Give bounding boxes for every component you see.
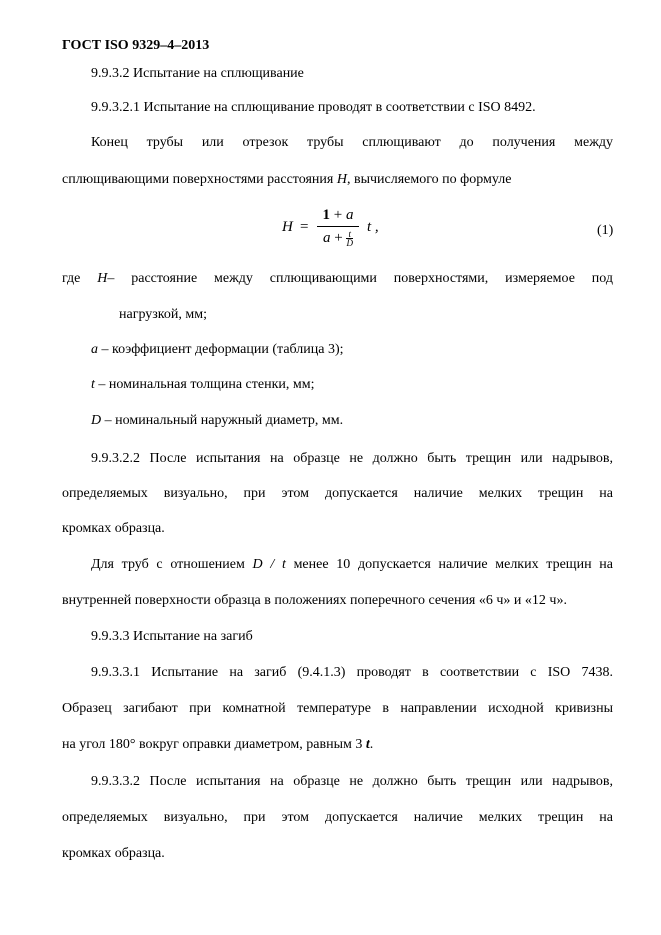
where-H-line2: нагрузкой, мм; (119, 307, 207, 322)
paragraph-after-flattening-line3: кромках образца. (62, 521, 165, 536)
paragraph-after-flattening-line2: определяемых визуально, при этом допускается наличие мелких трещин на (62, 486, 613, 501)
paragraph-after-flattening-line1: 9.9.3.2.2 После испытания на образце не должно быть трещин или надрывов, (91, 451, 613, 466)
variable-H: H (336, 172, 347, 187)
formula-denominator: $a + \frac{t}{D}$ (323, 229, 353, 249)
paragraph-after-bend-line1: 9.9.3.3.2 После испытания на образце не должно быть трещин или надрывов, (91, 774, 613, 789)
formula-factor: t , (367, 219, 379, 235)
paragraph-ratio-line2: внутренней поверхности образца в положениях поперечного сечения «6 ч» и «12 ч». (62, 593, 567, 608)
where-a: a – коэффициент деформации (таблица 3); (91, 342, 344, 357)
where-H-line1: где H– расстояние между сплющивающими поверхностями, измеряемое под (62, 271, 614, 286)
paragraph-bend-line1: 9.9.3.3.1 Испытание на загиб (9.4.1.3) проводят в соответствии с ISO 7438. (91, 665, 613, 680)
paragraph-after-bend-line3: кромках образца. (62, 846, 165, 861)
paragraph-flattening-standard: 9.9.3.2.1 Испытание на сплющивание проводят в соответствии с ISO 8492. (91, 100, 536, 115)
paragraph-flattening-line2: сплющивающими поверхностями расстояния H, вычисляемого по формуле (62, 172, 512, 187)
formula-numerator: 1 + a (322, 207, 354, 223)
paragraph-after-bend-line2: определяемых визуально, при этом допускается наличие мелких трещин на (62, 810, 613, 825)
formula-1 (282, 206, 392, 254)
paragraph-ratio-line1: Для труб с отношением D / t менее 10 допускается наличие мелких трещин на (91, 557, 613, 572)
where-D: D – номинальный наружный диаметр, мм. (91, 413, 344, 428)
document-header: ГОСТ ISO 9329–4–2013 (62, 38, 210, 53)
section-heading-bend: 9.9.3.3 Испытание на загиб (91, 629, 253, 644)
formula-equals: = (300, 219, 309, 235)
section-heading-flattening: 9.9.3.2 Испытание на сплющивание (91, 66, 304, 81)
formula-fraction (317, 206, 359, 247)
paragraph-bend-line2: Образец загибают при комнатной температуре в направлении исходной кривизны (62, 701, 613, 716)
paragraph-flattening-line1: Конец трубы или отрезок трубы сплющивают до получения между (91, 135, 613, 150)
formula-number: (1) (597, 223, 614, 238)
formula-small-fraction: $\frac{t}{D}$ (346, 229, 353, 249)
paragraph-bend-line3: на угол 180° вокруг оправки диаметром, равным 3 t. (62, 737, 374, 752)
where-t: t – номинальная толщина стенки, мм; (91, 377, 315, 392)
formula-lhs: H (282, 219, 293, 235)
